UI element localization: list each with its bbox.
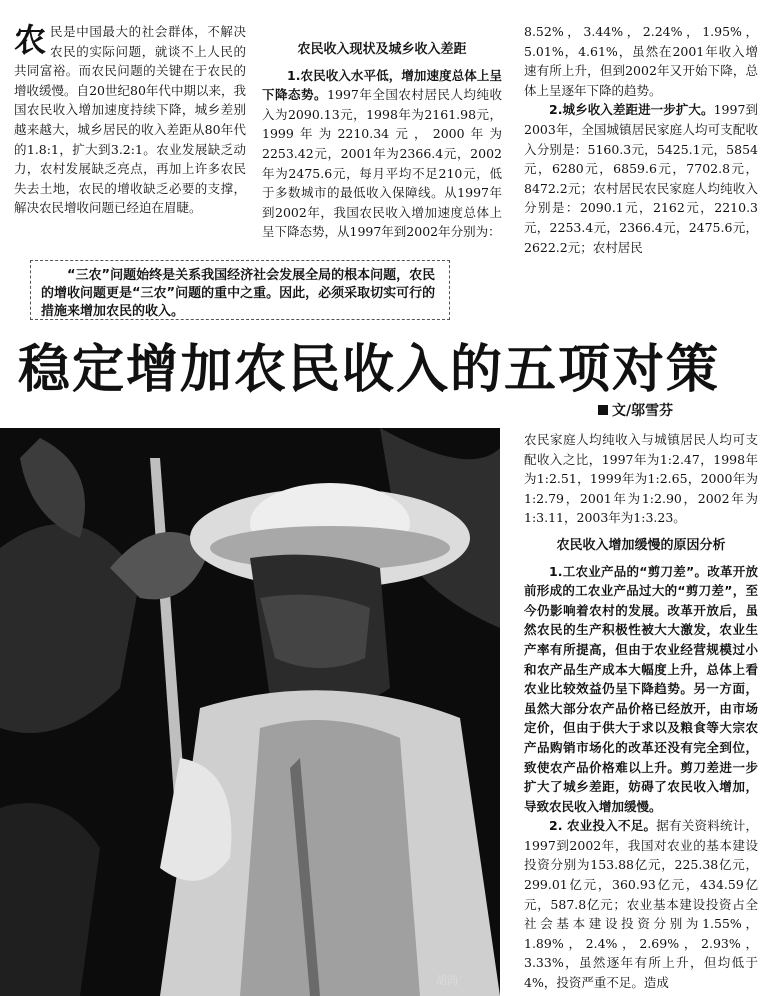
col3-item2-lead: 2.城乡收入差距进一步扩大。 xyxy=(549,102,714,118)
cause1-body: 改革开放前形成的工农业产品过大的“剪刀差”，至今仍影响着农村的发展。改革开放后，虽然农民的生产积极性被大大激发，农业生产率有所提高，但由于农业经营规模过小和农产品生产成本大幅度上升，总体上看农业比较效益仍呈下降趋势。另一方面，虽然大部分农产品价格已经放开，由市场定价，但由于供大于求以及粮食等大宗农产品购销市场化的改革还没有完全到位，致使农产品价格难以上升。剪刀差进一步扩大了城乡差距，妨碍了农民收入增加，导致农民收入增加缓慢。 xyxy=(524,563,758,814)
cause2-paragraph xyxy=(524,816,758,992)
byline-text: 文/邬雪芬 xyxy=(612,403,674,419)
section1-item1-lead: 1.农民收入水平低，增加速度总体上呈下降态势。 xyxy=(262,67,502,103)
right-cont-paragraph: 农民家庭人均纯收入与城镇居民人均可支配收入之比，1997年为1:2.47，1998年为1:2.51，1999年为1:2.65，2000年为1:2.79，2001年为1:2.90，2002年为1:3.11，2003年为1:3.23。 xyxy=(524,432,758,526)
section1-heading: 农民收入现状及城乡收入差距 xyxy=(297,42,467,57)
col3-item2-body: 1997到2003年，全国城镇居民家庭人均可支配收入分别是：5160.3元，5425.1元，5854元，6280元，6859.6元，7702.8元，8472.2元；农村居民农民家庭人均纯收入分别是：2090.1元，2162元，2210.3元，2253.4元，2366.4元，2475.6元，2622.2元；农村居民 xyxy=(524,102,758,255)
col3-column xyxy=(524,22,758,257)
col3-cont-paragraph: 8.52%，3.44%，2.24%，1.95%，5.01%，4.61%，虽然在2001年收入增速有所上升，但到2002年又开始下降，总体上呈逐年下降的趋势。 xyxy=(524,24,758,98)
article-title: 稳定增加农民收入的五项对策 xyxy=(18,340,721,400)
cause2-body: 据有关资料统计，1997到2002年，我国对农业的基本建设投资分别为153.88亿元，225.38亿元，299.01亿元，360.93亿元，434.59亿元，587.8亿元；农业基本建设投资占全社会基本建设投资分别为1.55%，1.89%，2.4%，2.69%，2.93%，3.33%，虽然逐年有所上升，但均低于4%，投资严重不足。造成 xyxy=(524,818,758,991)
col3-item2-paragraph xyxy=(524,100,758,257)
pull-quote-text: “三农”问题始终是关系我国经济社会发展全局的根本问题，农民的增收问题更是“三农”问题的重中之重。因此，必须采取切实可行的措施来增加农民的收入。 xyxy=(41,268,436,319)
right-column xyxy=(524,430,758,993)
section1-item1-body: 1997年全国农村居民人均纯收入为2090.13元，1998年为2161.98元，1999年为2210.34元，2000年为2253.42元，2001年为2366.4元，2002年为2475.6元，每月平均不足210元，低于多数城市的最低收入保障线。从1997年到2002年，我国农民收入增加速度总体上呈下降态势，从1997年到2002年分别为： xyxy=(262,87,502,240)
causes-heading: 农民收入增加缓慢的原因分析 xyxy=(556,537,726,553)
section1-column xyxy=(262,40,502,242)
photo-credit: 胡尚 xyxy=(436,974,458,987)
cause1-paragraph xyxy=(524,562,758,817)
pull-quote-box xyxy=(30,260,450,320)
intro-text: 民是中国最大的社会群体，不解决农民的实际问题，就谈不上人民的共同富裕。而农民问题的关键在于农民的增收缓慢。自20世纪80年代中期以来，我国农民收入增加速度持续下降，城乡差别越来越大，城乡居民的收入差距从80年代的1.8:1，扩大到3.2:1。农业发展缺乏动力，农村发展缺乏亮点，再加上许多农民失去土地，农民的增收缺乏必要的支撑，解决农民增收问题已经迫在眉睫。 xyxy=(14,24,246,216)
intro-column xyxy=(14,22,246,218)
farmer-photo-graphic xyxy=(0,428,500,996)
byline-square-icon xyxy=(598,405,608,415)
dropcap: 农 xyxy=(14,21,47,59)
farmer-photo xyxy=(0,428,500,996)
intro-paragraph xyxy=(14,22,246,218)
cause1-lead: 1.工农业产品的“剪刀差”。 xyxy=(549,563,708,579)
cause2-lead: 2. 农业投入不足。 xyxy=(549,818,657,834)
byline xyxy=(598,400,673,420)
section1-paragraph xyxy=(262,66,502,242)
